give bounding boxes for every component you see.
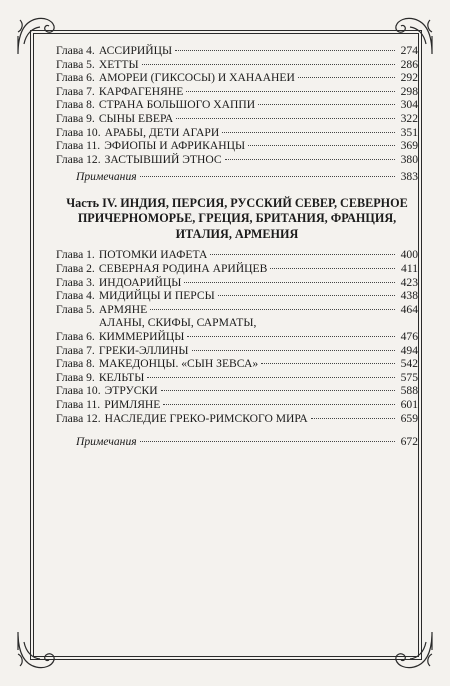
chapter-number: Глава 12. xyxy=(56,152,101,166)
page-number: 575 xyxy=(400,370,418,384)
page-number: 494 xyxy=(400,343,418,357)
page-number: 274 xyxy=(400,44,418,57)
chapter-title: ЭФИОПЫ И АФРИКАНЦЫ xyxy=(104,139,246,153)
chapter-number: Глава 11. xyxy=(56,139,101,153)
chapter-number: Глава 10. xyxy=(56,384,101,398)
chapter-title: АССИРИЙЦЫ xyxy=(98,44,173,57)
dot-leader xyxy=(187,336,395,337)
toc-row[interactable] xyxy=(56,371,418,385)
chapter-number: Глава 12. xyxy=(56,411,101,425)
dot-leader xyxy=(298,77,395,78)
page-number: 369 xyxy=(400,139,418,153)
chapter-number: Глава 4. xyxy=(56,44,95,57)
dot-leader xyxy=(186,91,395,92)
chapter-number: Глава 9. xyxy=(56,370,95,384)
toc-section-part3 xyxy=(56,44,418,166)
toc-row[interactable] xyxy=(56,384,418,398)
page-number: 380 xyxy=(400,152,418,166)
page-number: 588 xyxy=(400,384,418,398)
chapter-number: Глава 3. xyxy=(56,275,95,289)
page-number: 423 xyxy=(400,275,418,289)
notes-label: Примечания xyxy=(76,170,137,184)
page-number: 400 xyxy=(400,248,418,262)
dot-leader xyxy=(175,50,395,51)
chapter-number: Глава 8. xyxy=(56,98,95,112)
chapter-number: Глава 9. xyxy=(56,111,95,125)
chapter-title: ПОТОМКИ ИАФЕТА xyxy=(98,248,208,262)
dot-leader xyxy=(176,118,395,119)
chapter-number: Глава 5. xyxy=(56,302,95,316)
chapter-number: Глава 6. xyxy=(56,330,95,343)
chapter-number: Глава 7. xyxy=(56,343,95,357)
page-number: 438 xyxy=(400,289,418,303)
notes-label: Примечания xyxy=(76,435,137,449)
dot-leader xyxy=(163,404,395,405)
chapter-title: АМОРЕИ (ГИКСОСЫ) И ХАНААНЕИ xyxy=(98,71,295,85)
chapter-title-line2: КИММЕРИЙЦЫ xyxy=(98,330,185,343)
chapter-number: Глава 5. xyxy=(56,57,95,71)
dot-leader xyxy=(140,441,395,442)
dot-leader xyxy=(248,145,395,146)
chapter-title: КЕЛЬТЫ xyxy=(98,370,145,384)
toc-row[interactable] xyxy=(56,289,418,303)
toc-row[interactable] xyxy=(56,276,418,290)
chapter-number: Глава 1. xyxy=(56,248,95,262)
chapter-title: ГРЕКИ-ЭЛЛИНЫ xyxy=(98,343,189,357)
corner-ornament-icon xyxy=(14,628,58,672)
dot-leader xyxy=(192,350,395,351)
page-number: 672 xyxy=(400,435,418,449)
toc-row[interactable] xyxy=(56,357,418,371)
page-number: 464 xyxy=(400,302,418,316)
toc-row[interactable] xyxy=(56,412,418,426)
toc-row[interactable] xyxy=(56,316,418,343)
page-number: 542 xyxy=(400,357,418,371)
page-number: 304 xyxy=(400,98,418,112)
chapter-number: Глава 6. xyxy=(56,71,95,85)
toc-row[interactable] xyxy=(56,44,418,58)
dot-leader xyxy=(140,176,395,177)
chapter-title: СТРАНА БОЛЬШОГО ХАППИ xyxy=(98,98,256,112)
toc-section-part4b xyxy=(56,344,418,426)
chapter-title: АРАБЫ, ДЕТИ АГАРИ xyxy=(104,125,220,139)
chapter-number: Глава 2. xyxy=(56,262,95,276)
page-number: 601 xyxy=(400,397,418,411)
table-of-contents xyxy=(56,44,418,449)
chapter-title: МАКЕДОНЦЫ. «СЫН ЗЕВСА» xyxy=(98,357,259,371)
dot-leader xyxy=(225,159,395,160)
chapter-title: ХЕТТЫ xyxy=(98,57,139,71)
page-number: 411 xyxy=(401,262,418,276)
chapter-title: КАРФАГЕНЯНЕ xyxy=(98,84,184,98)
dot-leader xyxy=(270,268,395,269)
chapter-number: Глава 7. xyxy=(56,84,95,98)
toc-row[interactable] xyxy=(56,262,418,276)
dot-leader xyxy=(210,254,395,255)
dot-leader xyxy=(150,309,395,310)
page-number: 292 xyxy=(400,71,418,85)
chapter-title-line1: АЛАНЫ, СКИФЫ, САРМАТЫ, xyxy=(98,316,257,330)
page-number: 322 xyxy=(400,111,418,125)
dot-leader xyxy=(311,418,395,419)
page-number: 351 xyxy=(400,125,418,139)
dot-leader xyxy=(147,377,395,378)
chapter-title: СЕВЕРНАЯ РОДИНА АРИЙЦЕВ xyxy=(98,262,268,276)
toc-row[interactable] xyxy=(56,112,418,126)
chapter-title: АРМЯНЕ xyxy=(98,302,148,316)
chapter-number: Глава 11. xyxy=(56,397,101,411)
chapter-title: РИМЛЯНЕ xyxy=(104,397,161,411)
chapter-title: ЭТРУСКИ xyxy=(104,384,158,398)
corner-ornament-icon xyxy=(14,14,58,58)
toc-row[interactable] xyxy=(56,85,418,99)
toc-row[interactable] xyxy=(56,303,418,317)
toc-row[interactable] xyxy=(56,248,418,262)
chapter-title: НАСЛЕДИЕ ГРЕКО-РИМСКОГО МИРА xyxy=(104,411,308,425)
page-number: 383 xyxy=(400,170,418,184)
chapter-number: Глава 8. xyxy=(56,357,95,371)
toc-notes-row[interactable] xyxy=(56,170,418,184)
toc-section-part4a xyxy=(56,248,418,316)
page-number: 476 xyxy=(400,330,418,343)
toc-row[interactable] xyxy=(56,98,418,112)
dot-leader xyxy=(222,132,395,133)
dot-leader xyxy=(261,363,395,364)
dot-leader xyxy=(184,282,395,283)
page-number: 286 xyxy=(400,57,418,71)
dot-leader xyxy=(218,295,395,296)
toc-row[interactable] xyxy=(56,58,418,72)
dot-leader xyxy=(161,390,395,391)
toc-notes-row[interactable] xyxy=(56,435,418,449)
corner-ornament-icon xyxy=(392,628,436,672)
chapter-number: Глава 4. xyxy=(56,289,95,303)
chapter-title: СЫНЫ ЕВЕРА xyxy=(98,111,174,125)
chapter-title: МИДИЙЦЫ И ПЕРСЫ xyxy=(98,289,215,303)
dot-leader xyxy=(258,104,395,105)
page-number: 659 xyxy=(400,411,418,425)
part-heading: Часть IV. ИНДИЯ, ПЕРСИЯ, РУССКИЙ СЕВЕР, СЕВЕРНОЕ ПРИЧЕРНОМОРЬЕ, ГРЕЦИЯ, БРИТАНИЯ, ФРАНЦИЯ, ИТАЛИЯ, АРМЕНИЯ xyxy=(66,195,408,241)
page-number: 298 xyxy=(400,84,418,98)
chapter-number: Глава 10. xyxy=(56,125,101,139)
toc-row[interactable] xyxy=(56,139,418,153)
toc-row[interactable] xyxy=(56,126,418,140)
toc-row[interactable] xyxy=(56,71,418,85)
dot-leader xyxy=(142,64,395,65)
toc-row[interactable] xyxy=(56,398,418,412)
toc-row[interactable] xyxy=(56,344,418,358)
chapter-title: ЗАСТЫВШИЙ ЭТНОС xyxy=(104,152,222,166)
chapter-title: ИНДОАРИЙЦЫ xyxy=(98,275,182,289)
toc-row[interactable] xyxy=(56,153,418,167)
